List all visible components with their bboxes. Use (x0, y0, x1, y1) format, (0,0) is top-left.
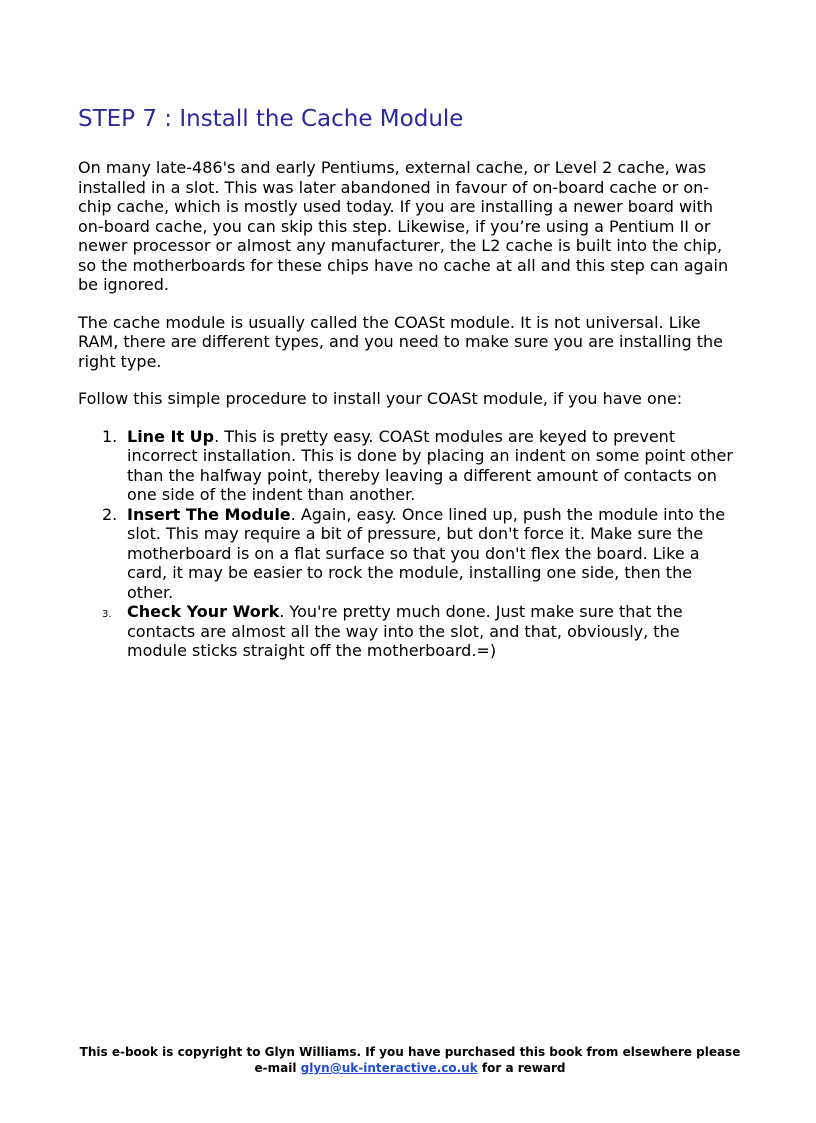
page-title: STEP 7 : Install the Cache Module (78, 106, 464, 132)
step-number: 1. (102, 426, 118, 446)
step-text: . Again, easy. Once lined up, push the module into the slot. This may require a bit of pressure, but don't force it. Make sure the motherboard is on a flat surface so that you don't flex the board. Like a card, it may be easier to rock the module, installing one side, then the other. (127, 504, 726, 602)
email-link[interactable]: glyn@uk-interactive.co.uk (300, 1061, 478, 1075)
footer-text: This e-book is copyright to Glyn Williams. If you have purchased this book from elsewhere please e-mail (79, 1045, 741, 1075)
list-item (78, 602, 742, 661)
step-list (78, 427, 742, 661)
copyright-footer (78, 1044, 742, 1076)
list-item (78, 427, 742, 505)
step-title: Check Your Work (127, 602, 280, 621)
procedure-paragraph: Follow this simple procedure to install your COASt module, if you have one: (78, 389, 683, 408)
footer-text-end: for a reward (477, 1061, 566, 1075)
step-title: Insert The Module (127, 504, 291, 524)
step-title: Line It Up (127, 426, 215, 446)
step-number: 2. (102, 504, 118, 524)
step-text: . This is pretty easy. COASt modules are keyed to prevent incorrect installation. This is done by placing an indent on some point other than the halfway point, thereby leaving a different amount of contacts on one side of the indent than another. (127, 426, 733, 504)
list-item (78, 505, 742, 603)
coast-paragraph: The cache module is usually called the COASt module. It is not universal. Like RAM, there are different types, and you need to make sure you are installing the right type. (78, 312, 724, 371)
step-text: . You're pretty much done. Just make sure that the contacts are almost all the way into the slot, and that, obviously, the module sticks straight off the motherboard.=) (127, 602, 683, 660)
intro-paragraph: On many late-486's and early Pentiums, external cache, or Level 2 cache, was installed in a slot. This was later abandoned in favour of on-board cache or on-chip cache, which is mostly used today. If you are installing a newer board with on-board cache, you can skip this step. Likewise, if you’re using a Pentium II or newer processor or almost any manufacturer, the L2 cache is built into the chip, so the motherboards for these chips have no cache at all and this step can again be ignored. (78, 158, 729, 294)
step-number: 3. (102, 609, 112, 620)
page-content (78, 104, 742, 661)
